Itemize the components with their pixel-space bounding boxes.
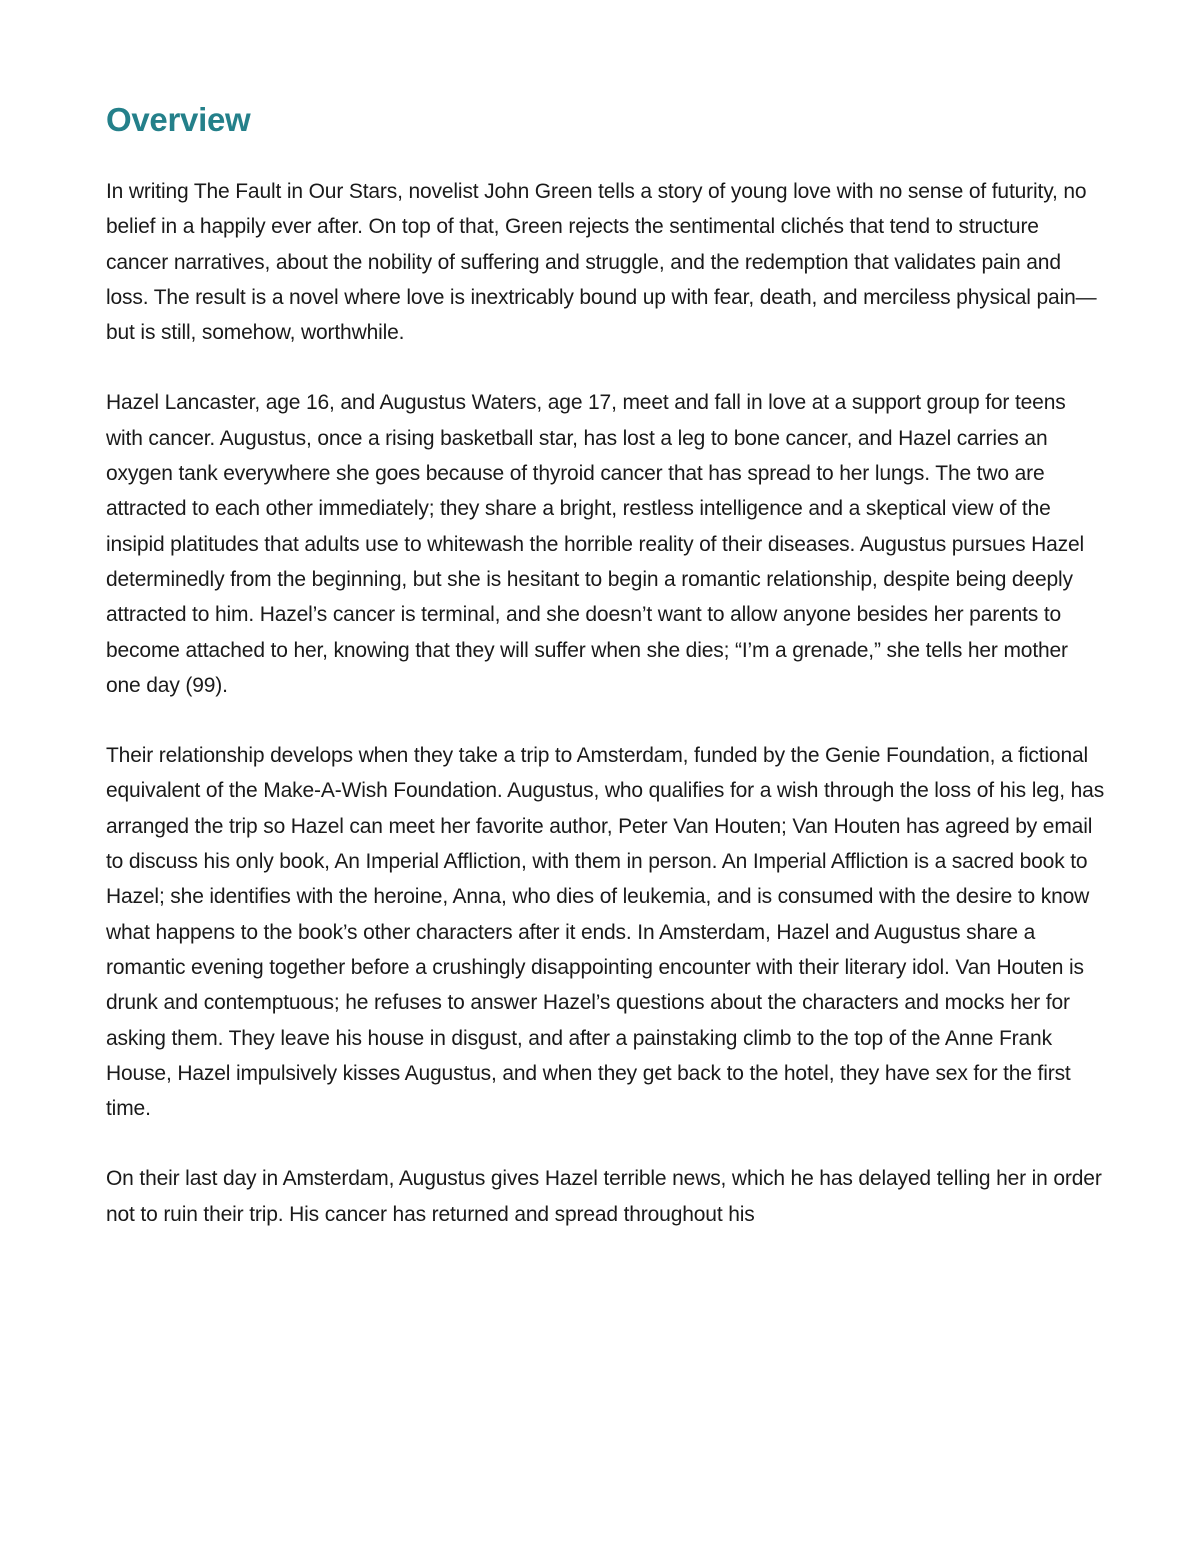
paragraph-last-day: On their last day in Amsterdam, Augustus gives Hazel terrible news, which he has delayed telling her in order not to ruin their trip. His cancer has returned and spread throughout his [106,1167,1102,1226]
paragraph-amsterdam: Their relationship develops when they take a trip to Amsterdam, funded by the Genie Foundation, a fictional equivalent of the Make-A-Wish Foundation. Augustus, who qualifies for a wish through the loss of his leg, has arranged the trip so Hazel can meet her favorite author, Peter Van Houten; Van Houten has agreed by email to discuss his only book, An Imperial Affliction, with them in person. An Imperial Affliction is a sacred book to Hazel; she identifies with the heroine, Anna, who dies of leukemia, and is consumed with the desire to know what happens to the book’s other characters after it ends. In Amsterdam, Hazel and Augustus share a romantic evening together before a crushingly disappointing encounter with their literary idol. Van Houten is drunk and contemptuous; he refuses to answer Hazel’s questions about the characters and mocks her for asking them. They leave his house in disgust, and after a painstaking climb to the top of the Anne Frank House, Hazel impulsively kisses Augustus, and when they get back to the hotel, they have sex for the first time. [106,744,1105,1121]
paragraph-characters: Hazel Lancaster, age 16, and Augustus Waters, age 17, meet and fall in love at a support group for teens with cancer. Augustus, once a rising basketball star, has lost a leg to bone cancer, and Hazel carries an oxygen tank everywhere she goes because of thyroid cancer that has spread to her lungs. The two are attracted to each other immediately; they share a bright, restless intelligence and a skeptical view of the insipid platitudes that adults use to whitewash the horrible reality of their diseases. Augustus pursues Hazel determinedly from the beginning, but she is hesitant to begin a romantic relationship, despite being deeply attracted to him. Hazel’s cancer is terminal, and she doesn’t want to allow anyone besides her parents to become attached to her, knowing that they will suffer when she dies; “I’m a grenade,” she tells her mother one day (99). [106,391,1085,697]
section-heading: Overview [106,101,251,138]
paragraph-intro: In writing The Fault in Our Stars, novelist John Green tells a story of young love with no sense of futurity, no belief in a happily ever after. On top of that, Green rejects the sentimental clichés that tend to structure cancer narratives, about the nobility of suffering and struggle, and the redemption that validates pain and loss. The result is a novel where love is inextricably bound up with fear, death, and merciless physical pain—but is still, somehow, worthwhile. [106,180,1097,345]
document-body [106,100,1106,1232]
